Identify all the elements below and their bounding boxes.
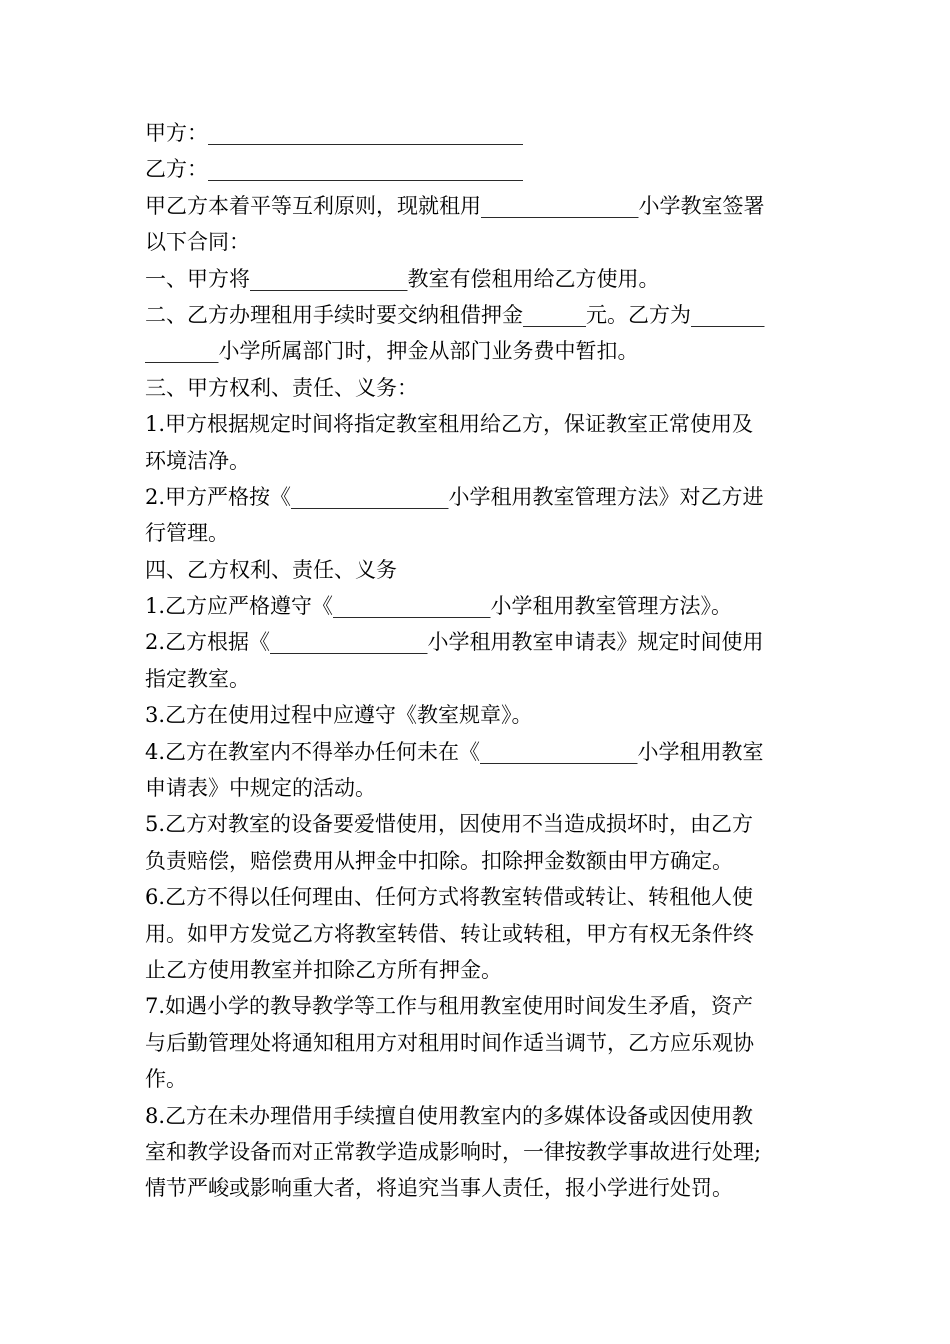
section-4-item-5-line-1: 5.乙方对教室的设备要爱惜使用，因使用不当造成损坏时，由乙方	[145, 812, 754, 837]
party-a-line: 甲方：______________________________	[145, 121, 523, 145]
section-4-item-7-line-3: 作。	[145, 1067, 187, 1092]
clause-2-line-1: 二、乙方办理租用手续时要交纳租借押金______元。乙方为_______	[145, 302, 765, 327]
section-4-item-5-line-2: 负责赔偿，赔偿费用从押金中扣除。扣除押金数额由甲方确定。	[145, 848, 733, 873]
section-4-item-8-line-2: 室和教学设备而对正常教学造成影响时，一律按教学事故进行处理;	[145, 1139, 762, 1164]
section-4-item-8-line-1: 8.乙方在未办理借用手续擅自使用教室内的多媒体设备或因使用教	[145, 1103, 754, 1128]
section-4-item-7-line-2: 与后勤管理处将通知租用方对租用时间作适当调节，乙方应乐观协	[145, 1030, 754, 1055]
section-4-item-4-line-1: 4.乙方在教室内不得举办任何未在《_______________小学租用教室	[145, 739, 764, 764]
clause-2-line-2: _______小学所属部门时，押金从部门业务费中暂扣。	[145, 339, 639, 364]
section-3-item-1-line-1: 1.甲方根据规定时间将指定教室租用给乙方，保证教室正常使用及	[145, 412, 754, 437]
section-4-item-4-line-2: 申请表》中规定的活动。	[145, 776, 376, 801]
section-4-item-2-line-2: 指定教室。	[145, 666, 250, 691]
section-4-item-2-line-1: 2.乙方根据《_______________小学租用教室申请表》规定时间使用	[145, 630, 764, 655]
section-3-item-2-line-2: 行管理。	[145, 521, 229, 546]
section-4-item-6-line-2: 用。如甲方发觉乙方将教室转借、转让或转租，甲方有权无条件终	[145, 921, 754, 946]
preamble-line-1: 甲乙方本着平等互利原则，现就租用_______________小学教室签署	[145, 193, 765, 218]
preamble-line-2: 以下合同：	[145, 230, 250, 255]
section-4-item-8-line-3: 情节严峻或影响重大者，将追究当事人责任，报小学进行处罚。	[145, 1176, 733, 1201]
section-4-item-7-line-1: 7.如遇小学的教导教学等工作与租用教室使用时间发生矛盾，资产	[145, 994, 754, 1019]
section-4-item-6-line-3: 止乙方使用教室并扣除乙方所有押金。	[145, 957, 502, 982]
clause-1-line: 一、甲方将_______________教室有偿租用给乙方使用。	[145, 266, 660, 291]
section-3-item-1-line-2: 环境洁净。	[145, 448, 250, 473]
section-3-item-2-line-1: 2.甲方严格按《_______________小学租用教室管理方法》对乙方进	[145, 484, 764, 509]
section-3-heading: 三、甲方权利、责任、义务：	[145, 375, 418, 400]
section-4-item-6-line-1: 6.乙方不得以任何理由、任何方式将教室转借或转让、转租他人使	[145, 885, 754, 910]
document-body	[145, 115, 810, 1207]
section-4-item-3: 3.乙方在使用过程中应遵守《教室规章》。	[145, 703, 533, 728]
party-b-line: 乙方：______________________________	[145, 157, 523, 182]
section-4-heading: 四、乙方权利、责任、义务	[145, 557, 397, 582]
section-4-item-1: 1.乙方应严格遵守《_______________小学租用教室管理方法》。	[145, 594, 733, 619]
